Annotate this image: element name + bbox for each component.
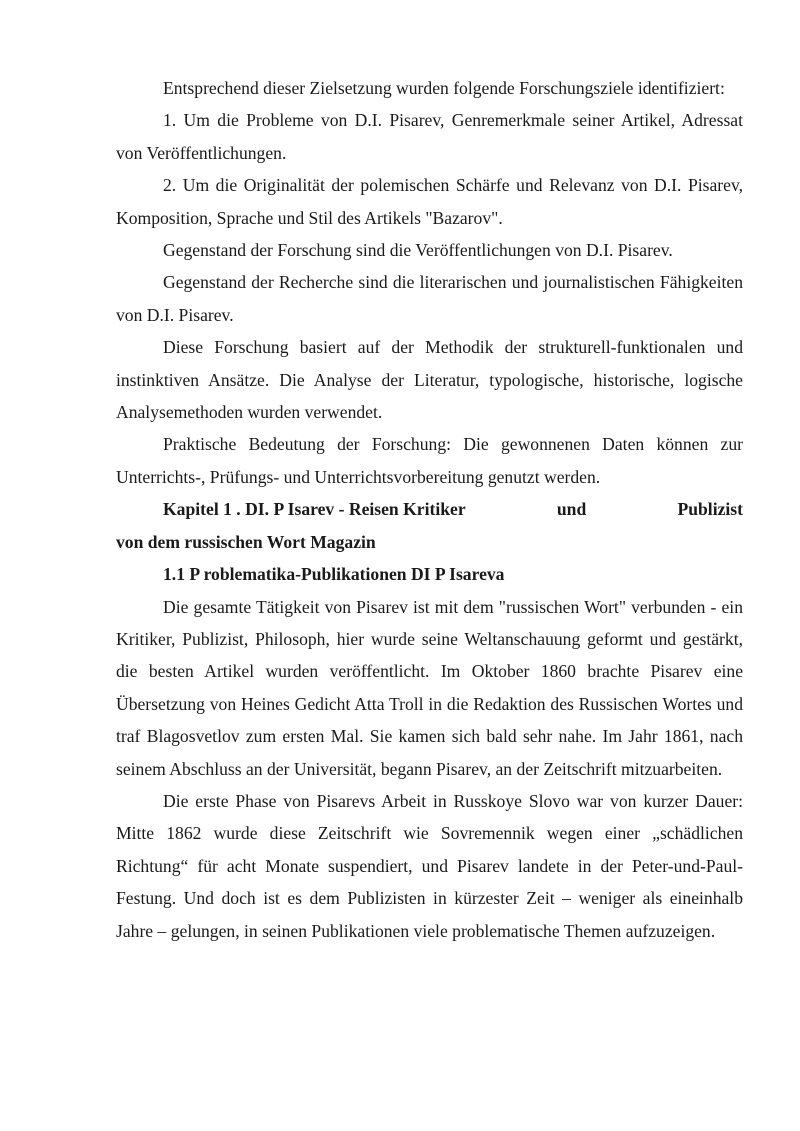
paragraph-research-object: Gegenstand der Forschung sind die Veröffentlichungen von D.I. Pisarev.: [163, 240, 673, 261]
paragraph-objective-2: 2. Um die Originalität der polemischen Schärfe und Relevanz von D.I. Pisarev, Komposition, Sprache und Stil des Artikels "Bazarov".: [116, 175, 743, 228]
chapter-heading-line2: von dem russischen Wort Magazin: [116, 531, 376, 552]
chapter-heading-part3: Publizist: [677, 499, 743, 520]
paragraph-first-phase: Die erste Phase von Pisarevs Arbeit in Russkoye Slovo war von kurzer Dauer: Mitte 1862 wurde diese Zeitschrift wie Sovremennik wegen einer „schädlichen Richtung“ für acht Monate suspendiert, und Pisarev landete in der Peter-und-Paul-Festung. Und doch ist es dem Publizisten in kürzester Zeit – weniger als eineinhalb Jahre – gelungen, in seinen Publikationen viele problematische Themen aufzuzeigen.: [116, 790, 743, 941]
paragraph-russian-word: Die gesamte Tätigkeit von Pisarev ist mit dem "russischen Wort" verbunden - ein Kritiker, Publizist, Philosoph, hier wurde seine Weltanschauung geformt und gestärkt, die besten Artikel wurden veröffentlicht. Im Oktober 1860 brachte Pisarev eine Übersetzung von Heines Gedicht Atta Troll in die Redaktion des Russischen Wortes und traf Blagosvetlov zum ersten Mal. Sie kamen sich bald sehr nahe. Im Jahr 1861, nach seinem Abschluss an der Universität, begann Pisarev, an der Zeitschrift mitzuarbeiten.: [116, 596, 743, 779]
paragraph-objective-1: 1. Um die Probleme von D.I. Pisarev, Genremerkmale seiner Artikel, Adressat von Veröffentlichungen.: [116, 110, 743, 163]
chapter-heading: [116, 493, 743, 525]
paragraph-objectives-intro: Entsprechend dieser Zielsetzung wurden folgende Forschungsziele identifiziert:: [163, 78, 725, 98]
paragraph-methodology: Diese Forschung basiert auf der Methodik der strukturell-funktionalen und instinktiven Ansätze. Die Analyse der Literatur, typologische, historische, logische Analysemethoden wurden verwendet.: [116, 337, 743, 423]
paragraph-practical-significance: Praktische Bedeutung der Forschung: Die gewonnenen Daten können zur Unterrichts-, Prüfungs- und Unterrichtsvorbereitung genutzt werden.: [116, 434, 743, 487]
chapter-heading-part1: Kapitel 1 . DI. P Isarev - Reisen Kritiker: [163, 499, 466, 520]
paragraph-research-subject: Gegenstand der Recherche sind die literarischen und journalistischen Fähigkeiten von D.I. Pisarev.: [116, 272, 743, 325]
section-heading: 1.1 P roblematika-Publikationen DI P Isareva: [163, 564, 505, 585]
chapter-heading-part2: und: [556, 499, 587, 520]
document-page: [116, 72, 743, 947]
